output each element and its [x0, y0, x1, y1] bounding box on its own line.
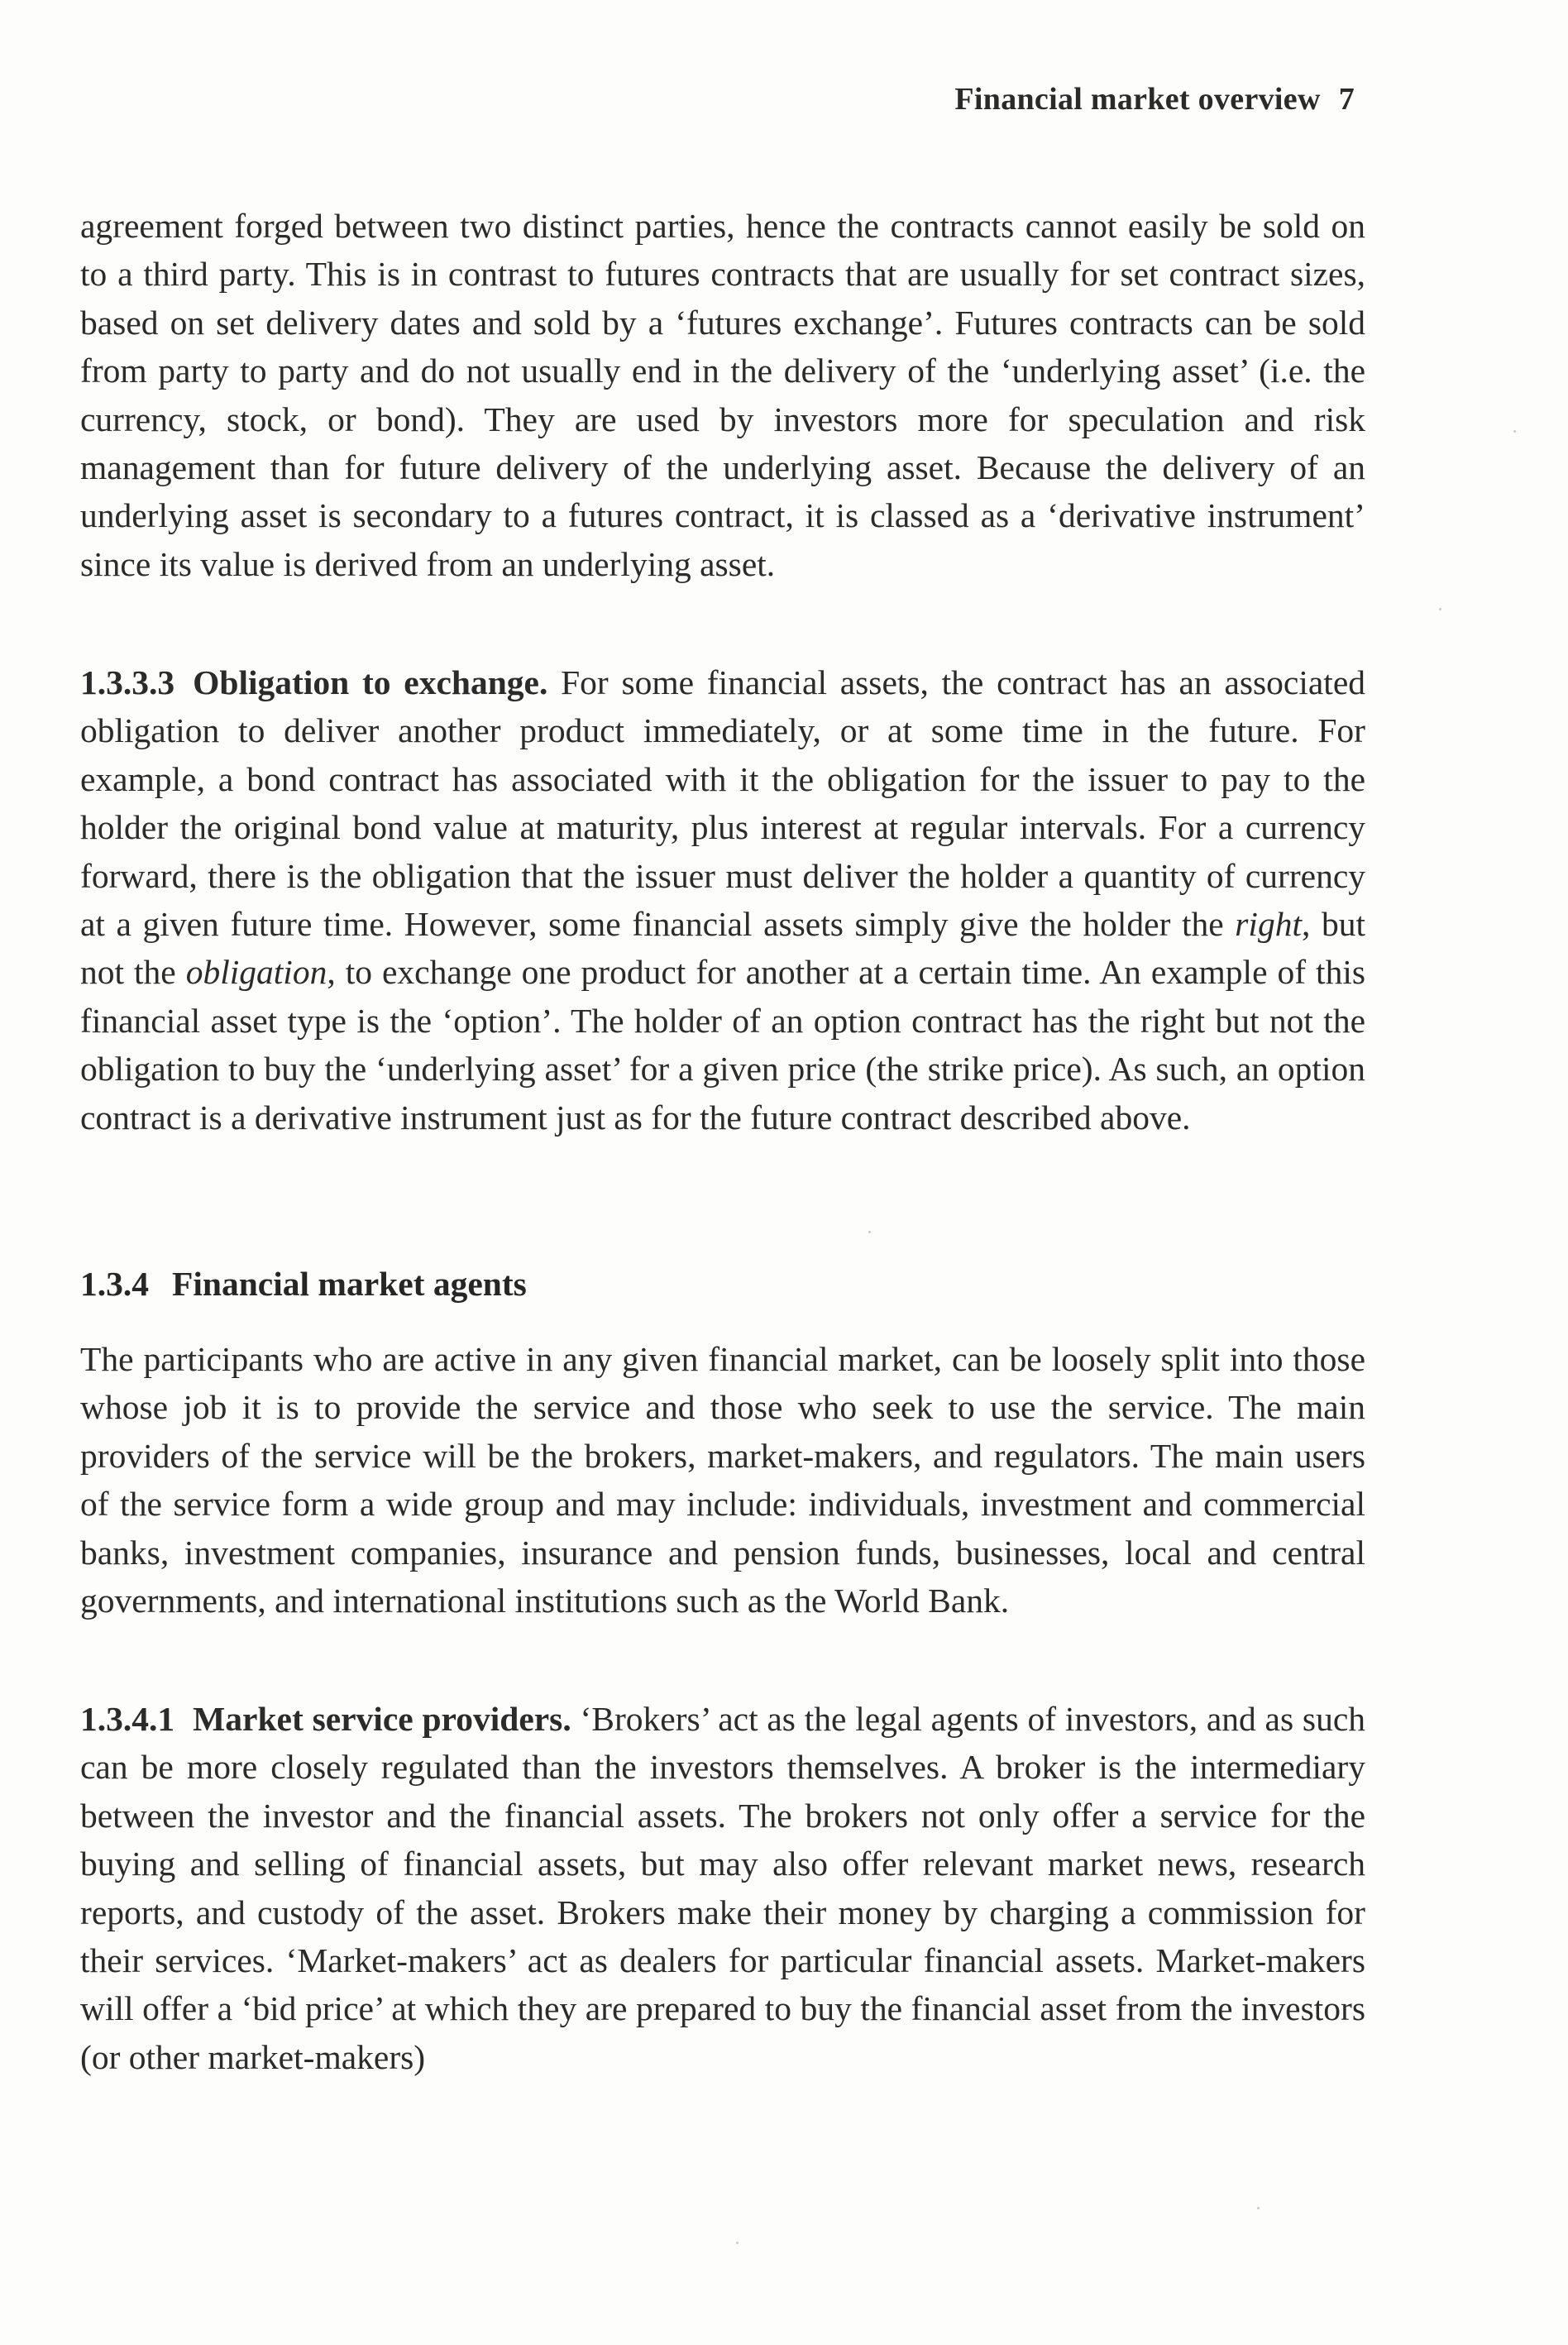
paragraph-market-service-providers: [80, 1695, 1365, 2081]
subsection-title: Market service providers.: [193, 1700, 571, 1738]
running-head: [954, 81, 1355, 117]
section-title: Financial market agents: [172, 1265, 527, 1303]
page-number: 7: [1338, 82, 1355, 117]
running-head-title: Financial market overview: [954, 82, 1321, 117]
paragraph-text: ‘Brokers’ act as the legal agents of investors, and as such can be more closely regulated than the investors themselves. A broker is the intermediary between the investor and the financial assets. The brokers not only offer a service for the buying and selling of financial assets, but may also offer relevant market news, research reports, and custody of the asset. Brokers make their money by charging a commission for their services. ‘Market-makers’ act as dealers for particular financial assets. Market-makers will offer a ‘bid price’ at which they are prepared to buy the financial asset from the investors (or other market-makers): [80, 1700, 1365, 2076]
scan-speck: [1257, 2207, 1260, 2209]
scan-speck: [868, 1231, 871, 1233]
emphasis-right: right: [1235, 905, 1302, 944]
paragraph-market-participants: [80, 1335, 1365, 1625]
emphasis-obligation: obligation: [185, 953, 327, 992]
scan-speck: [736, 2242, 739, 2244]
paragraph-text-part: For some financial assets, the contract has an associated obligation to deliver another product immediately, or at some time in the future. For example, a bond contract has associated with it the obligation for the issuer to pay to the holder the original bond value at maturity, plus interest at regular intervals. For a currency forward, there is the obligation that the issuer must deliver the holder a quantity of currency at a given future time. However, some financial assets simply give the holder the: [80, 663, 1365, 944]
paragraph-text: The participants who are active in any given financial market, can be loosely split into those whose job it is to provide the service and those who seek to use the service. The main providers of the service will be the brokers, market-makers, and regulators. The main users of the service form a wide group and may include: individuals, investment and commercial banks, investment companies, insurance and pension funds, businesses, local and central governments, and international institutions such as the World Bank.: [80, 1340, 1365, 1620]
subsection-title: Obligation to exchange.: [193, 663, 548, 701]
scan-speck: [1513, 430, 1516, 433]
section-number: 1.3.4: [80, 1265, 149, 1303]
scan-speck: [1439, 608, 1441, 610]
section-heading-financial-market-agents: [80, 1264, 527, 1304]
subsection-number: 1.3.3.3: [80, 663, 175, 701]
subsection-number: 1.3.4.1: [80, 1700, 175, 1738]
paragraph-obligation-to-exchange: [80, 658, 1365, 1141]
paragraph-text: agreement forged between two distinct parties, hence the contracts cannot easily be sold on to a third party. This is in contrast to futures contracts that are usually for set contract sizes, based on set delivery dates and sold by a ‘futures exchange’. Futures contracts can be sold from party to party and do not usually end in the delivery of the ‘underlying asset’ (i.e. the currency, stock, or bond). They are used by investors more for speculation and risk management than for future delivery of the underlying asset. Because the delivery of an underlying asset is secondary to a futures contract, it is classed as a ‘derivative instrument’ since its value is derived from an underlying asset.: [80, 207, 1365, 583]
paragraph-futures-contracts: [80, 202, 1365, 588]
paragraph-text-part: , but not the: [80, 905, 1365, 992]
paragraph-text-part: , to exchange one product for another at a certain time. An example of this financial asset type is the ‘option’. The holder of an option contract has the right but not the obligation to buy the ‘underlying asset’ for a given price (the strike price). As such, an option contract is a derivative instrument just as for the future contract described above.: [80, 953, 1365, 1137]
